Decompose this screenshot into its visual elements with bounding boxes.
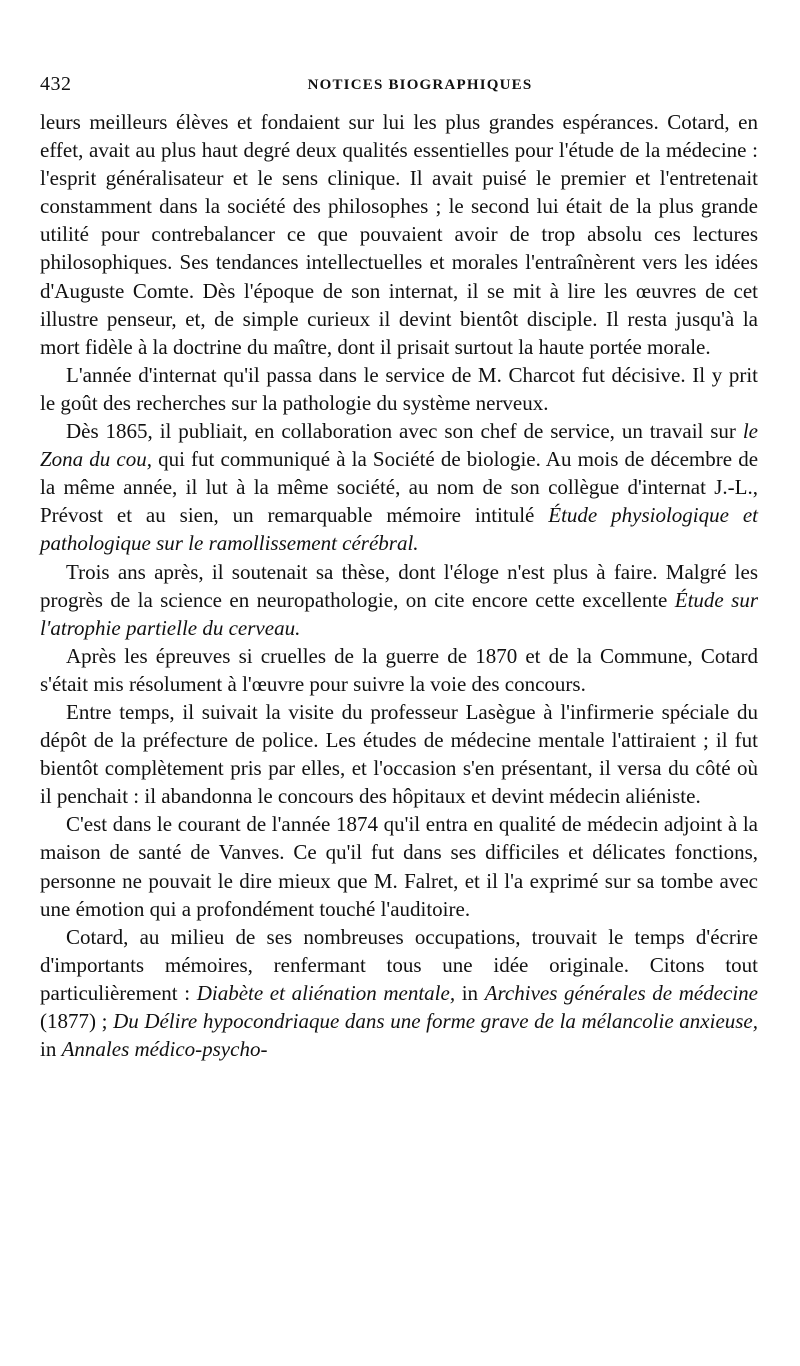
italic-title-text: Annales médico-psycho- xyxy=(61,1037,268,1062)
paragraph-1 xyxy=(40,108,758,361)
italic-title-text: Étude physiologique et pathologique sur le ramollissement cérébral. xyxy=(40,503,758,556)
body-text xyxy=(40,108,758,1063)
paragraph-text: leurs meilleurs élèves et fondaient sur lui les plus grandes espérances. Cotard, en effet, avait au plus haut degré deux qualités essentielles pour l'étude de la médecine : l'esprit généralisateur et le sens clinique. Il avait puisé le premier et l'entretenait constamment dans la société des philosophes ; le second lui était de la plus grande utilité pour contrebalancer ce que pouvaient avoir de trop absolu ces lectures philosophiques. Ses tendances intellectuelles et morales l'entraînèrent vers les idées d'Auguste Comte. Dès l'époque de son internat, il se mit à lire les œuvres de cet illustre penseur, et, de simple curieux il devint bientôt disciple. Il resta jusqu'à la mort fidèle à la doctrine du maître, dont il prisait surtout la haute portée morale. xyxy=(40,110,758,359)
italic-title-text: le Zona du cou, xyxy=(40,419,758,472)
italic-title-text: Diabète et aliénation mentale, xyxy=(196,980,456,1005)
paragraph-7 xyxy=(40,810,758,922)
paragraph-5 xyxy=(40,642,758,698)
paragraph-4 xyxy=(40,558,758,642)
paragraph-text: qui fut communiqué à la Société de biologie. Au mois de décembre de la même année, il lut à la même société, au nom de son collègue d'internat J.-L., Prévost et au sien, un remarquable mémoire intitulé xyxy=(40,447,759,528)
paragraph-text: Après les épreuves si cruelles de la guerre de 1870 et de la Commune, Cotard s'était mis résolument à l'œuvre pour suivre la voie des concours. xyxy=(40,643,758,696)
paragraph-text: Trois ans après, il soutenait sa thèse, dont l'éloge n'est plus à faire. Malgré les progrès de la science en neuropathologie, on cite encore cette excellente xyxy=(40,559,758,612)
paragraph-text: in xyxy=(455,980,485,1005)
paragraph-6 xyxy=(40,698,758,810)
italic-title-text: Du Délire hypocondriaque dans une forme grave de la mélancolie anxieuse, xyxy=(113,1009,759,1033)
paragraph-text: Dès 1865, il publiait, en collaboration avec son chef de service, un travail sur xyxy=(66,419,743,444)
paragraph-text: Cotard, au milieu de ses nombreuses occupations, trouvait le temps d'écrire d'importants mémoires, renfermant tous une idée originale. Citons tout particulièrement : xyxy=(40,924,758,1005)
italic-title-text: Archives générales de médecine xyxy=(484,980,758,1005)
paragraph-text: L'année d'internat qu'il passa dans le service de M. Charcot fut décisive. Il y prit le goût des recherches sur la pathologie du système nerveux. xyxy=(40,362,758,415)
page-header xyxy=(40,72,760,96)
paragraph-2 xyxy=(40,361,758,417)
italic-title-text: Étude sur l'atrophie partielle du cerveau. xyxy=(40,587,759,640)
paragraph-text: (1877) ; xyxy=(40,1009,114,1033)
running-title: NOTICES BIOGRAPHIQUES xyxy=(307,77,533,93)
paragraph-text: in xyxy=(40,1037,62,1062)
paragraph-text: C'est dans le courant de l'année 1874 qu'il entra en qualité de médecin adjoint à la maison de santé de Vanves. Ce qu'il fut dans ses difficiles et délicates fonctions, personne ne pouvait le dire mieux que M. Falret, et il l'a exprimé sur sa tombe avec une émotion qui a profondément touché l'auditoire. xyxy=(40,812,758,921)
paragraph-8 xyxy=(40,923,758,1063)
page-number: 432 xyxy=(40,73,72,95)
paragraph-3 xyxy=(40,417,758,557)
paragraph-text: Entre temps, il suivait la visite du professeur Lasègue à l'infirmerie spéciale du dépôt de la préfecture de police. Les études de médecine mentale l'attiraient ; il fut bientôt complètement pris par elles, et l'occasion s'en présentant, il versa du côté où il penchait : il abandonna le concours des hôpitaux et devint médecin aliéniste. xyxy=(40,699,758,809)
